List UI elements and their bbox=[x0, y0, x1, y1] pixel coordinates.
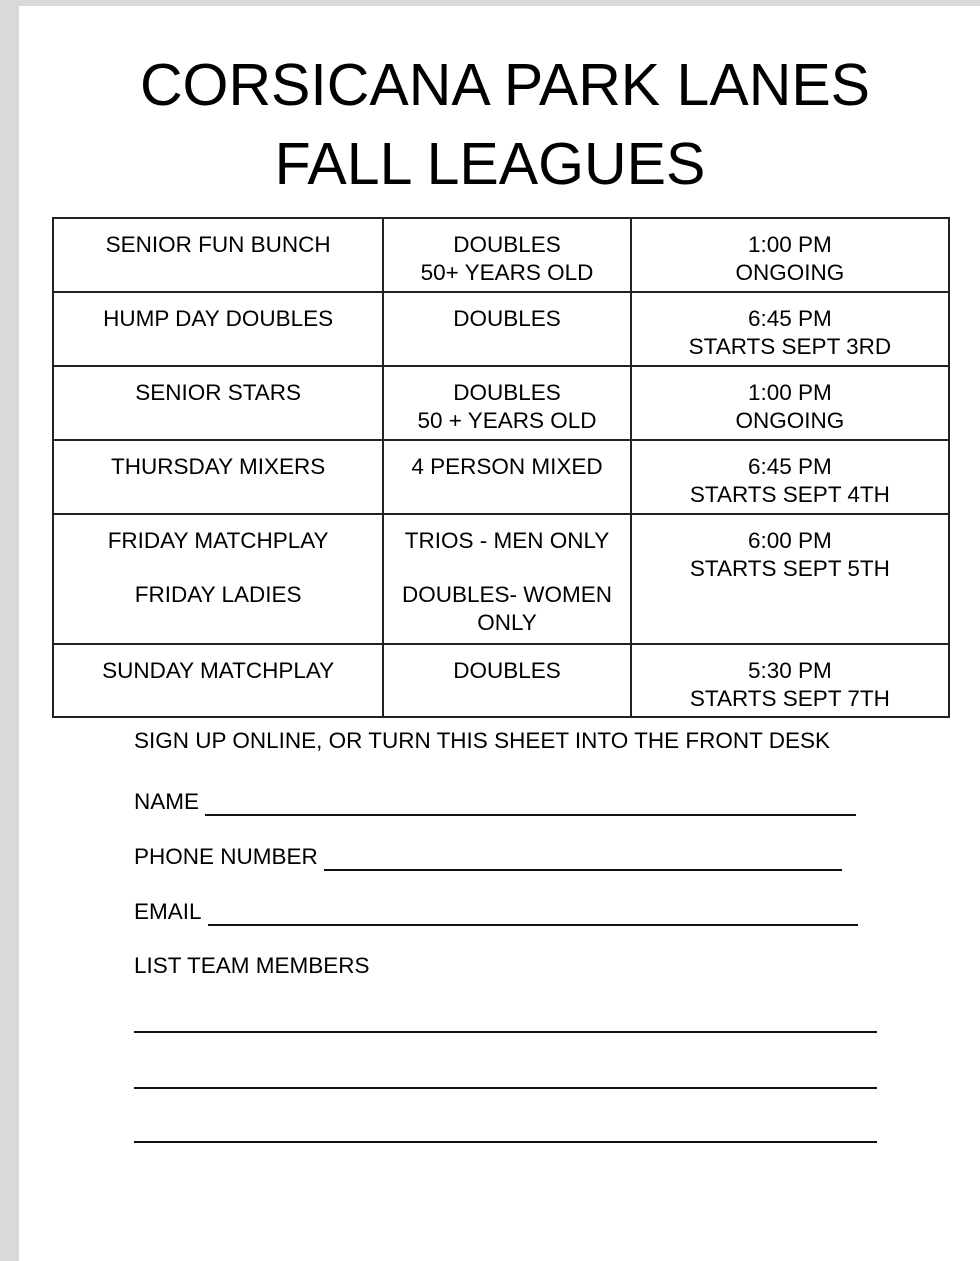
league-schedule: 6:00 PM STARTS SEPT 5TH bbox=[631, 514, 949, 644]
league-format: 4 PERSON MIXED bbox=[383, 440, 631, 514]
league-schedule: 6:45 PM STARTS SEPT 4TH bbox=[631, 440, 949, 514]
leagues-table bbox=[52, 217, 950, 718]
team-member-line-2[interactable] bbox=[134, 1087, 877, 1089]
table-row bbox=[53, 292, 949, 366]
table-row bbox=[53, 218, 949, 292]
league-name: HUMP DAY DOUBLES bbox=[53, 292, 383, 366]
league-name: SENIOR FUN BUNCH bbox=[53, 218, 383, 292]
phone-label: PHONE NUMBER bbox=[134, 844, 318, 869]
table-row bbox=[53, 366, 949, 440]
league-schedule: 1:00 PM ONGOING bbox=[631, 366, 949, 440]
league-format: TRIOS - MEN ONLY DOUBLES- WOMEN ONLY bbox=[383, 514, 631, 644]
phone-field[interactable] bbox=[134, 843, 842, 871]
title-line-2: FALL LEAGUES bbox=[274, 131, 706, 197]
name-blank-line[interactable] bbox=[205, 792, 856, 816]
table-row bbox=[53, 440, 949, 514]
signup-instructions: SIGN UP ONLINE, OR TURN THIS SHEET INTO THE FRONT DESK bbox=[134, 728, 830, 753]
email-field[interactable] bbox=[134, 898, 858, 926]
name-field[interactable] bbox=[134, 788, 856, 816]
team-member-line-3[interactable] bbox=[134, 1141, 877, 1143]
table-row bbox=[53, 644, 949, 717]
team-members-label: LIST TEAM MEMBERS bbox=[134, 953, 370, 978]
league-name: FRIDAY MATCHPLAY FRIDAY LADIES bbox=[53, 514, 383, 644]
table-row bbox=[53, 514, 949, 644]
phone-blank-line[interactable] bbox=[324, 847, 842, 871]
league-schedule: 5:30 PM STARTS SEPT 7TH bbox=[631, 644, 949, 717]
page-title bbox=[0, 46, 980, 204]
email-label: EMAIL bbox=[134, 899, 202, 924]
league-schedule: 1:00 PM ONGOING bbox=[631, 218, 949, 292]
team-member-line-1[interactable] bbox=[134, 1031, 877, 1033]
title-line-1: CORSICANA PARK LANES bbox=[139, 52, 871, 118]
league-name: THURSDAY MIXERS bbox=[53, 440, 383, 514]
email-blank-line[interactable] bbox=[208, 902, 858, 926]
league-name: SENIOR STARS bbox=[53, 366, 383, 440]
league-format: DOUBLES bbox=[383, 644, 631, 717]
name-label: NAME bbox=[134, 789, 200, 814]
league-format: DOUBLES 50+ YEARS OLD bbox=[383, 218, 631, 292]
league-schedule: 6:45 PM STARTS SEPT 3RD bbox=[631, 292, 949, 366]
league-format: DOUBLES 50 + YEARS OLD bbox=[383, 366, 631, 440]
league-name: SUNDAY MATCHPLAY bbox=[53, 644, 383, 717]
league-format: DOUBLES bbox=[383, 292, 631, 366]
